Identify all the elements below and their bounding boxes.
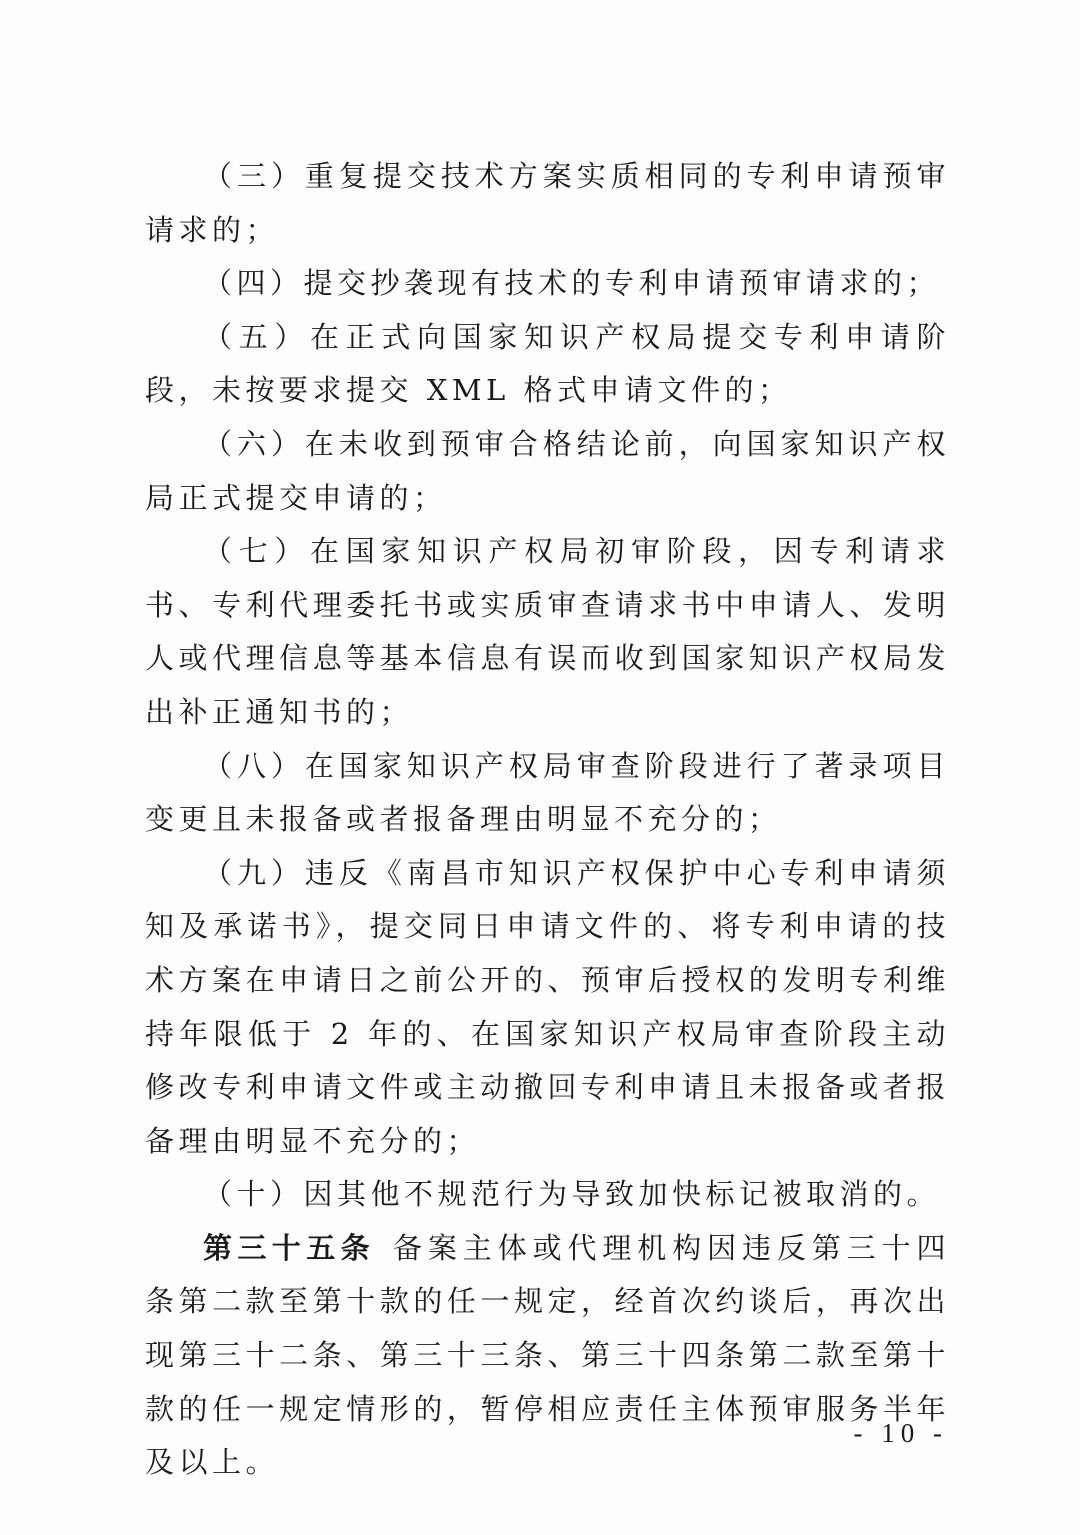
clause-8: （八）在国家知识产权局审查阶段进行了著录项目变更且未报备或者报备理由明显不充分的； xyxy=(145,748,950,837)
document-body xyxy=(145,150,950,1490)
article-35-body: 备案主体或代理机构因违反第三十四条第二款至第十款的任一规定，经首次约谈后，再次出现第三十二条、第三十三条、第三十四条第二款至第十款的任一规定情形的，暂停相应责任主体预审服务半年及以上。 xyxy=(145,1230,950,1480)
clause-6: （六）在未收到预审合格结论前，向国家知识产权局正式提交申请的； xyxy=(145,426,950,515)
article-35 xyxy=(145,1222,950,1490)
page-number: - 10 - xyxy=(853,1418,948,1448)
clause-4: （四）提交抄袭现有技术的专利申请预审请求的； xyxy=(203,266,941,301)
clause-3: （三）重复提交技术方案实质相同的专利申请预审请求的； xyxy=(145,159,950,247)
clause-9: （九）违反《南昌市知识产权保护中心专利申请须知及承诺书》，提交同日申请文件的、将专利申请的技术方案在申请日之前公开的、预审后授权的发明专利维持年限低于 2 年的、在国家知识产权局审查阶段主动修改专利申请文件或主动撤回专利申请且未报备或者报备理由明显不充分的； xyxy=(145,855,950,1158)
clause-10: （十）因其他不规范行为导致加快标记被取消的。 xyxy=(203,1177,941,1212)
clause-7: （七）在国家知识产权局初审阶段，因专利请求书、专利代理委托书或实质审查请求书中申请人、发明人或代理信息等基本信息有误而收到国家知识产权局发出补正通知书的； xyxy=(145,534,950,729)
article-35-heading: 第三十五条 xyxy=(203,1230,375,1265)
clause-5: （五）在正式向国家知识产权局提交专利申请阶段，未按要求提交 XML 格式申请文件的； xyxy=(145,319,950,408)
